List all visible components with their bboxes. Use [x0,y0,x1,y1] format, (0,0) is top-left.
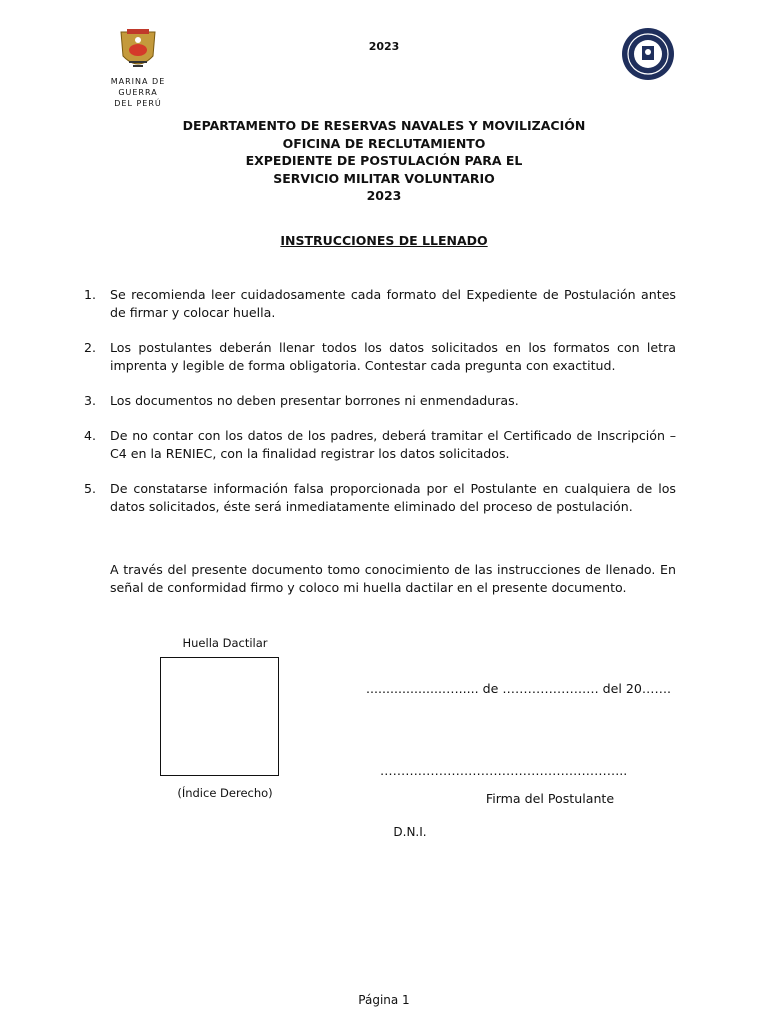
dni-label: D.N.I. [393,825,427,839]
fingerprint-box [160,657,279,776]
title-line: 2023 [366,188,402,203]
instruction-number: 4. [84,428,97,443]
title-line: OFICINA DE RECLUTAMIENTO [282,135,486,151]
instruction-text: De no contar con los datos de los padres, deberá tramitar el Certificado de Inscripción – C4 en la RENIEC, con la finalidad registrar los datos solicitados. [110,428,676,461]
instruction-text: Se recomienda leer cuidadosamente cada formato del Expediente de Postulación antes de firmar y colocar huella. [110,287,676,320]
instructions-list [84,286,676,533]
page-number: Página 1 [358,993,410,1007]
document-title [0,117,768,205]
navy-logo [92,26,184,109]
instruction-text: De constatarse información falsa proporcionada por el Postulante en cualquiera de los datos solicitados, éste será inmediatamente eliminado del proceso de postulación. [110,481,676,514]
instruction-item [84,339,676,375]
instruction-number: 2. [84,340,97,355]
fingerprint-caption: (Índice Derecho) [177,786,273,800]
title-line: SERVICIO MILITAR VOLUNTARIO [273,170,495,186]
instruction-number: 5. [84,481,97,496]
title-line: DEPARTAMENTO DE RESERVAS NAVALES Y MOVILIZACIÓN [182,118,586,133]
instruction-number: 1. [84,287,97,302]
title-line: EXPEDIENTE DE POSTULACIÓN PARA EL [245,153,523,168]
signature-label: Firma del Postulante [485,791,615,806]
instruction-text: Los documentos no deben presentar borrones ni enmendaduras. [110,393,519,408]
date-line: ....................…..... de ……………….…. del 20……. [366,681,672,696]
instruction-item [84,286,676,322]
declaration-paragraph: A través del presente documento tomo conocimiento de las instrucciones de llenado. En señal de conformidad firmo y coloco mi huella dactilar en el presente documento. [110,562,676,595]
round-seal-icon [620,26,676,82]
instruction-text: Los postulantes deberán llenar todos los datos solicitados en los formatos con letra imprenta y legible de forma obligatoria. Contestar cada pregunta con exactitud. [110,340,676,373]
navy-logo-caption: MARINA DE GUERRA DEL PERÚ [110,77,166,108]
signature-line: ………………………………………………….. [380,763,628,778]
instruction-item [84,392,676,410]
fingerprint-label: Huella Dactilar [182,636,268,650]
instruction-item [84,427,676,463]
instruction-item [84,480,676,516]
instruction-number: 3. [84,393,97,408]
header-year: 2023 [368,40,400,53]
section-heading: INSTRUCCIONES DE LLENADO [280,233,488,248]
